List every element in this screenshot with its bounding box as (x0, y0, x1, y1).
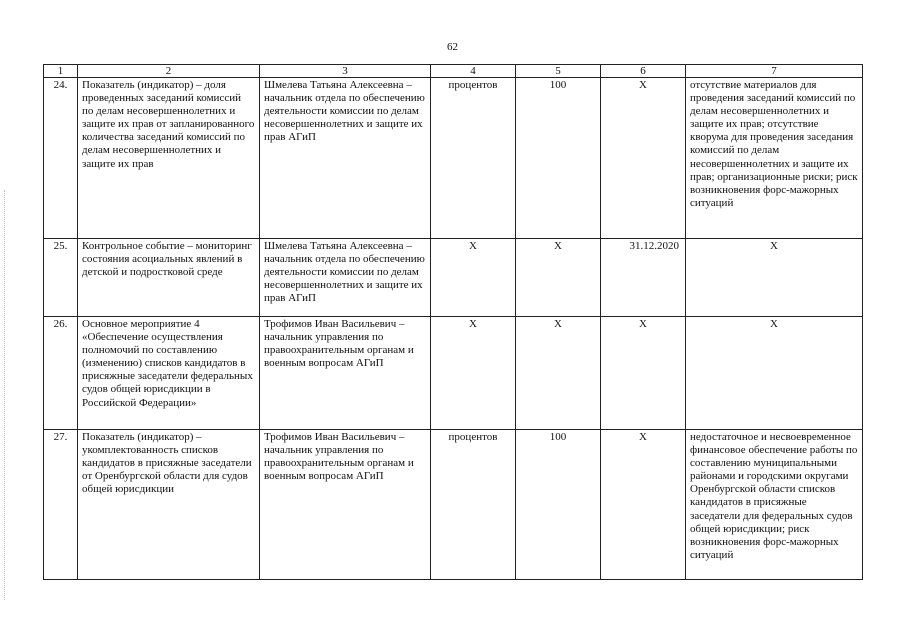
table-row (44, 239, 863, 317)
risks-cell: отсутствие материалов для проведения заседаний комиссий по делам несовершеннолетних и защите их прав; отсутствие кворума для проведения заседания комиссий по делам несовершеннолетних и защите их прав; организационные риски; риск возникновения форс-мажорных ситуаций (686, 78, 863, 239)
responsible-person: Шмелева Татьяна Алексеевна – начальник отдела по обеспечению деятельности комиссии по делам несовершеннолетних и защите их прав АГиП (260, 239, 431, 317)
date-cell: Х (601, 317, 686, 430)
table-row (44, 317, 863, 430)
risks-cell: недостаточное и несвоевременное финансовое обеспечение работы по составлению муниципальными районами и городскими округами Оренбургской области списков кандидатов в присяжные заседатели для федеральных судов общей юрисдикции; риск возникновения форс-мажорных ситуаций (686, 430, 863, 580)
item-name: Показатель (индикатор) – укомплектованность списков кандидатов в присяжные заседатели от Оренбургской области для судов общей юрисдикции (78, 430, 260, 580)
row-number: 25. (44, 239, 78, 317)
row-number: 27. (44, 430, 78, 580)
col-header-7: 7 (686, 65, 863, 78)
value-cell: 100 (516, 78, 601, 239)
value-cell: Х (516, 239, 601, 317)
risks-cell: Х (686, 317, 863, 430)
risks-cell: Х (686, 239, 863, 317)
responsible-person: Трофимов Иван Васильевич – начальник управления по правоохранительным органам и военным вопросам АГиП (260, 430, 431, 580)
col-header-2: 2 (78, 65, 260, 78)
unit-cell: процентов (431, 430, 516, 580)
col-header-4: 4 (431, 65, 516, 78)
plan-table (43, 64, 863, 580)
unit-cell: Х (431, 239, 516, 317)
scan-margin-marks (4, 190, 9, 600)
responsible-person: Трофимов Иван Васильевич – начальник управления по правоохранительным органам и военным вопросам АГиП (260, 317, 431, 430)
col-header-6: 6 (601, 65, 686, 78)
col-header-5: 5 (516, 65, 601, 78)
col-header-3: 3 (260, 65, 431, 78)
row-number: 26. (44, 317, 78, 430)
row-number: 24. (44, 78, 78, 239)
value-cell: Х (516, 317, 601, 430)
table-row (44, 430, 863, 580)
unit-cell: Х (431, 317, 516, 430)
responsible-person: Шмелева Татьяна Алексеевна – начальник отдела по обеспечению деятельности комиссии по делам несовершеннолетних и защите их прав АГиП (260, 78, 431, 239)
date-cell: Х (601, 78, 686, 239)
page-number: 62 (447, 41, 458, 53)
date-cell: 31.12.2020 (601, 239, 686, 317)
item-name: Контрольное событие – мониторинг состояния асоциальных явлений в детской и подростковой среде (78, 239, 260, 317)
value-cell: 100 (516, 430, 601, 580)
column-number-row (44, 65, 863, 78)
item-name: Основное мероприятие 4 «Обеспечение осуществления полномочий по составлению (изменению) списков кандидатов в присяжные заседатели федеральных судов общей юрисдикции в Российской Федерации» (78, 317, 260, 430)
date-cell: Х (601, 430, 686, 580)
item-name: Показатель (индикатор) – доля проведенных заседаний комиссий по делам несовершеннолетних и защите их прав от запланированного количества заседаний комиссий по делам несовершеннолетних и защите их прав (78, 78, 260, 239)
table-row (44, 78, 863, 239)
col-header-1: 1 (44, 65, 78, 78)
unit-cell: процентов (431, 78, 516, 239)
